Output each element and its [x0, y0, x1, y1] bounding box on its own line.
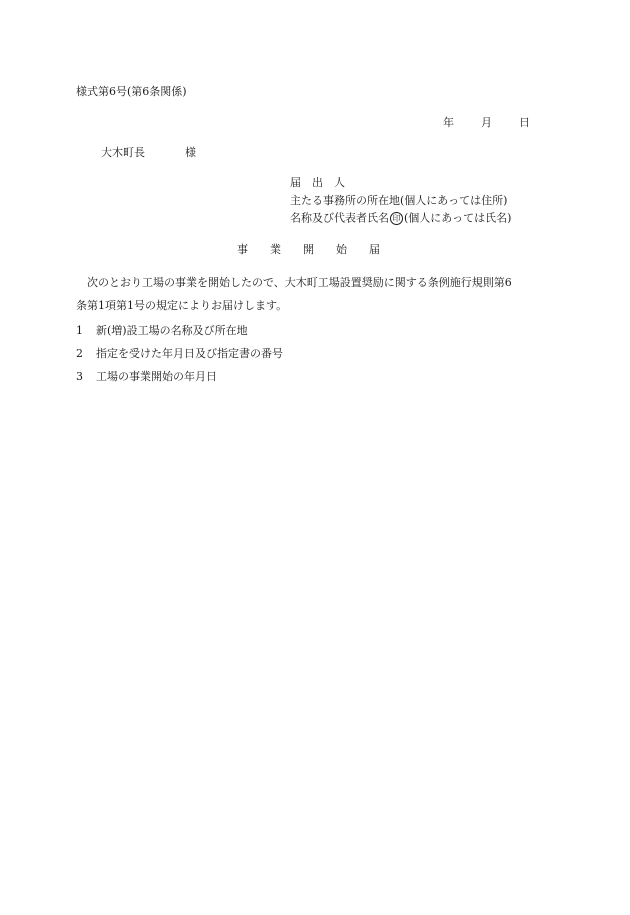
title-char: 届 — [369, 243, 380, 256]
item-number: 3 — [76, 370, 83, 383]
body-text-line-2: 条第1項第1号の規定によりお届けします。 — [76, 299, 288, 312]
applicant-name-line — [290, 212, 511, 225]
item-text: 新(増)設工場の名称及び所在地 — [96, 324, 248, 337]
seal-mark: 印 — [390, 212, 403, 225]
title-char: 業 — [270, 243, 281, 256]
addressee-name: 大木町長 — [101, 146, 145, 159]
addressee-honorific: 様 — [185, 146, 196, 159]
applicant-label: 届 出 人 — [290, 176, 345, 189]
date-line — [443, 117, 530, 128]
date-year-label: 年 — [443, 116, 454, 129]
item-number: 2 — [76, 347, 83, 360]
document-title — [237, 244, 380, 255]
applicant-name-note: (個人にあっては氏名) — [404, 211, 512, 225]
list-item — [76, 371, 217, 382]
list-item — [76, 348, 283, 359]
addressee — [101, 147, 196, 158]
title-char: 開 — [303, 243, 314, 256]
item-number: 1 — [76, 324, 83, 337]
applicant-name-label: 名称及び代表者氏名 — [290, 211, 389, 225]
item-text: 指定を受けた年月日及び指定書の番号 — [96, 347, 283, 360]
list-item — [76, 325, 248, 336]
title-char: 事 — [237, 243, 248, 256]
date-month-label: 月 — [481, 116, 492, 129]
item-text: 工場の事業開始の年月日 — [96, 370, 217, 383]
applicant-address-line: 主たる事務所の所在地(個人にあっては住所) — [290, 194, 508, 207]
date-day-label: 日 — [519, 116, 530, 129]
title-char: 始 — [336, 243, 347, 256]
form-number: 様式第6号(第6条関係) — [76, 85, 187, 98]
body-text-line-1: 次のとおり工場の事業を開始したので、大木町工場設置奨励に関する条例施行規則第6 — [87, 276, 512, 289]
